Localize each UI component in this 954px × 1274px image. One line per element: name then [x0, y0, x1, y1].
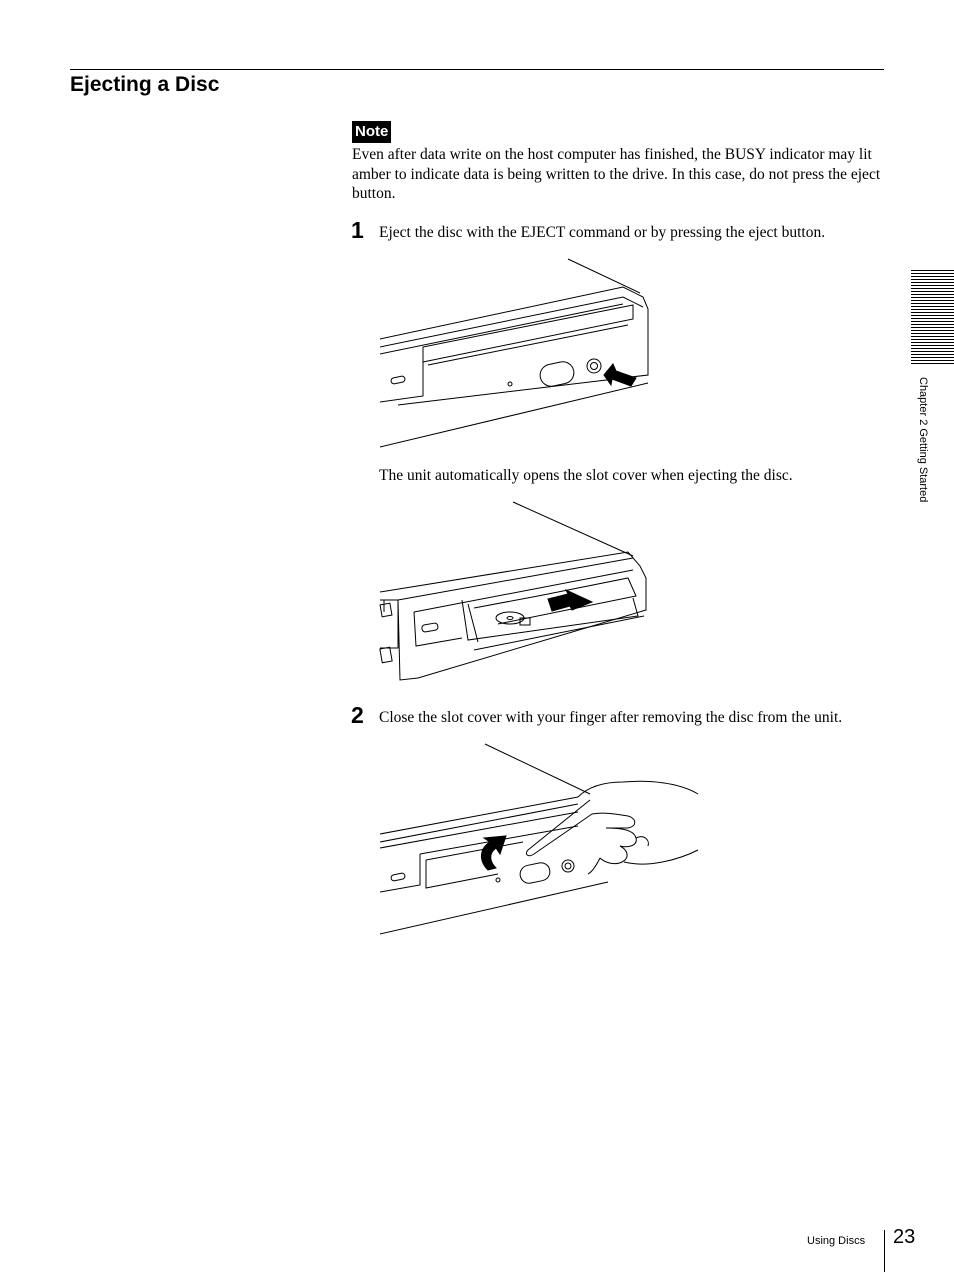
top-rule [70, 69, 884, 70]
note-text: Even after data write on the host computer has finished, the BUSY indicator may lit amber to indicate data is being written to the drive. In this case, do not press the eject button. [352, 146, 881, 202]
footer-divider [884, 1230, 885, 1272]
page-number: 23 [893, 1226, 916, 1248]
step-2-number: 2 [351, 702, 364, 728]
chapter-tab-stripes [911, 270, 954, 366]
footer-section-name: Using Discs [807, 1235, 866, 1247]
step-1-text: Eject the disc with the EJECT command or by pressing the eject button. [379, 224, 826, 241]
chapter-label: Chapter 2 Getting Started [917, 377, 929, 503]
step-2-text: Close the slot cover with your finger after removing the disc from the unit. [379, 709, 843, 726]
section-title: Ejecting a Disc [70, 73, 220, 96]
step-1-subtext: The unit automatically opens the slot cover when ejecting the disc. [379, 467, 793, 484]
step-1-number: 1 [351, 217, 364, 243]
slot-open-disc-illustration [378, 500, 653, 685]
close-slot-cover-illustration [378, 742, 703, 938]
eject-button-illustration [378, 257, 653, 449]
note-badge: Note [352, 121, 391, 143]
